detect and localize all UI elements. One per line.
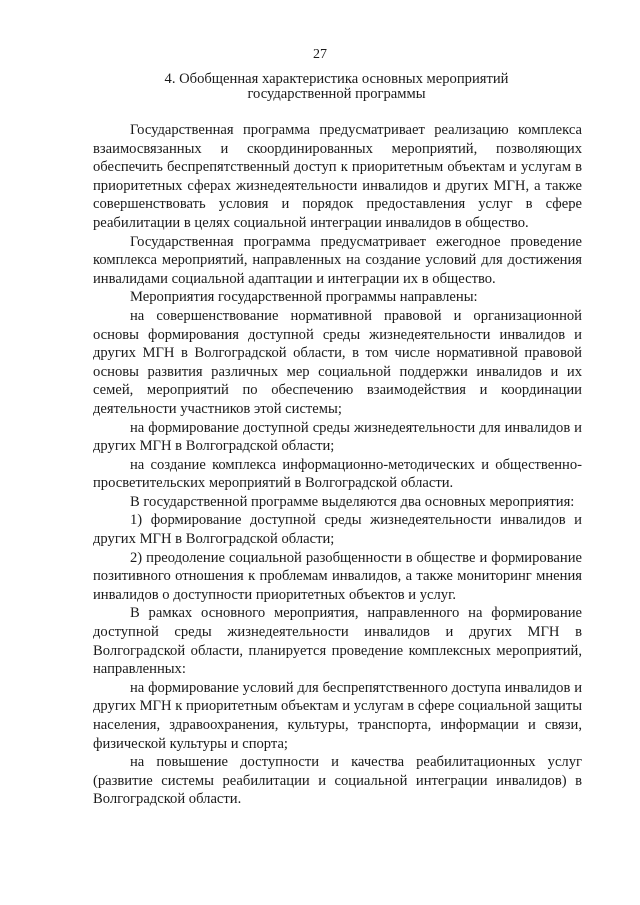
paragraph: на формирование доступной среды жизнедеятельности для инвалидов и других МГН в Волгоградской области; (93, 419, 582, 455)
paragraph: Государственная программа предусматривает ежегодное проведение комплекса мероприятий, направленных на создание условий для достижения инвалидами социальной адаптации и интеграции их в общество. (93, 233, 582, 287)
paragraph: на совершенствование нормативной правовой и организационной основы формирования доступной среды жизнедеятельности инвалидов и других МГН в Волгоградской области, в том числе нормативной правовой основы развития различных мер социальной поддержки инвалидов и их семей, мероприятий по обеспечению взаимодействия и координации деятельности участников этой системы; (93, 307, 582, 417)
paragraph: на создание комплекса информационно-методических и общественно-просветительских мероприятий в Волгоградской области. (93, 456, 582, 492)
document-body (93, 121, 582, 809)
paragraph: 2) преодоление социальной разобщенности в обществе и формирование позитивного отношения к проблемам инвалидов, а также мониторинг мнения инвалидов о доступности приоритетных объектов и услуг. (93, 549, 582, 603)
paragraph: на повышение доступности и качества реабилитационных услуг (развитие системы реабилитации и социальной интеграции инвалидов) в Волгоградской области. (93, 754, 582, 808)
paragraph: В рамках основного мероприятия, направленного на формирование доступной среды жизнедеятельности инвалидов и других МГН в Волгоградской области, планируется проведение комплексных мероприятий, направленных: (93, 605, 582, 678)
paragraph: на формирование условий для беспрепятственного доступа инвалидов и других МГН к приоритетным объектам и услугам в сфере социальной защиты населения, здравоохранения, культуры, транспорта, информации и связи, физической культуры и спорта; (93, 679, 582, 752)
section-heading (93, 72, 580, 102)
paragraph: Мероприятия государственной программы направлены: (130, 289, 478, 306)
paragraph: 1) формирование доступной среды жизнедеятельности инвалидов и других МГН в Волгоградской области; (93, 512, 582, 548)
section-heading-line-2: государственной программы (247, 86, 426, 102)
paragraph: Государственная программа предусматривает реализацию комплекса взаимосвязанных и скоординированных мероприятий, позволяющих обеспечить беспрепятственный доступ к приоритетным объектам и услугам в приоритетных сферах жизнедеятельности инвалидов и других МГН, а также совершенствовать условия и порядок предоставления услуг в сфере реабилитации в целях социальной интеграции инвалидов в общество. (93, 122, 582, 231)
paragraph: В государственной программе выделяются два основных мероприятия: (130, 493, 575, 510)
section-heading-line-1: 4. Обобщенная характеристика основных мероприятий (164, 71, 509, 87)
page-number: 27 (313, 47, 327, 62)
